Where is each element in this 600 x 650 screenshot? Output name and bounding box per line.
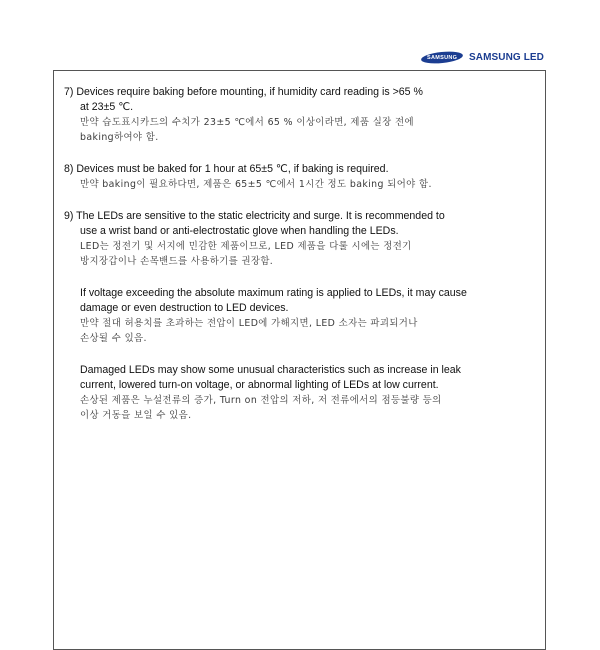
item-9-p1-line-4: 방지장갑이나 손목밴드를 사용하기를 권장함. xyxy=(80,256,274,267)
item-9-p3-line-4: 이상 거동을 보일 수 있음. xyxy=(80,410,192,421)
item-9-p3-line-2: current, lowered turn-on voltage, or abnormal lighting of LEDs at low current. xyxy=(80,379,439,391)
item-9-paragraph-3 xyxy=(64,363,534,423)
document-header xyxy=(421,52,544,63)
item-9-paragraph-2 xyxy=(64,286,534,346)
item-9-paragraph-1 xyxy=(64,209,534,269)
item-7-line-4: baking하여야 함. xyxy=(80,132,159,143)
item-9-p2-line-2: damage or even destruction to LED devices. xyxy=(80,302,289,314)
logo-text: SAMSUNG xyxy=(426,54,458,61)
item-9-p3-line-3: 손상된 제품은 누설전류의 증가, Turn on 전압의 저하, 저 전류에서의 점등불량 등의 xyxy=(80,395,442,406)
item-9-p2-line-3: 만약 절대 허용치를 초과하는 전압이 LED에 가해지면, LED 소자는 파괴되거나 xyxy=(80,318,418,329)
item-9-p1-line-1: 9) The LEDs are sensitive to the static electricity and surge. It is recommended to xyxy=(64,210,445,222)
item-7-line-3: 만약 습도표시카드의 수치가 23±5 ℃에서 65 % 이상이라면, 제품 실장 전에 xyxy=(80,117,414,128)
item-9-p2-line-1: If voltage exceeding the absolute maximum rating is applied to LEDs, it may cause xyxy=(80,287,467,299)
item-8-line-1: 8) Devices must be baked for 1 hour at 65±5 ℃, if baking is required. xyxy=(64,163,389,175)
item-7-line-1: 7) Devices require baking before mounting, if humidity card reading is >65 % xyxy=(64,86,423,98)
item-7-line-2: at 23±5 ℃. xyxy=(80,101,134,113)
item-9-p3-line-1: Damaged LEDs may show some unusual characteristics such as increase in leak xyxy=(80,364,461,376)
brand-title: SAMSUNG LED xyxy=(469,52,544,63)
item-8-line-2: 만약 baking이 필요하다면, 제품은 65±5 ℃에서 1시간 정도 baking 되어야 함. xyxy=(80,179,432,190)
document-body xyxy=(64,85,534,440)
note-item-7 xyxy=(64,85,534,145)
samsung-logo-icon xyxy=(421,50,464,65)
item-9-p1-line-3: LED는 정전기 및 서지에 민감한 제품이므로, LED 제품을 다룰 시에는 정전기 xyxy=(80,241,412,252)
note-item-8 xyxy=(64,162,534,192)
item-9-p1-line-2: use a wrist band or anti-electrostatic glove when handling the LEDs. xyxy=(80,225,399,237)
item-9-p2-line-4: 손상될 수 있음. xyxy=(80,333,147,344)
note-item-9 xyxy=(64,209,534,423)
